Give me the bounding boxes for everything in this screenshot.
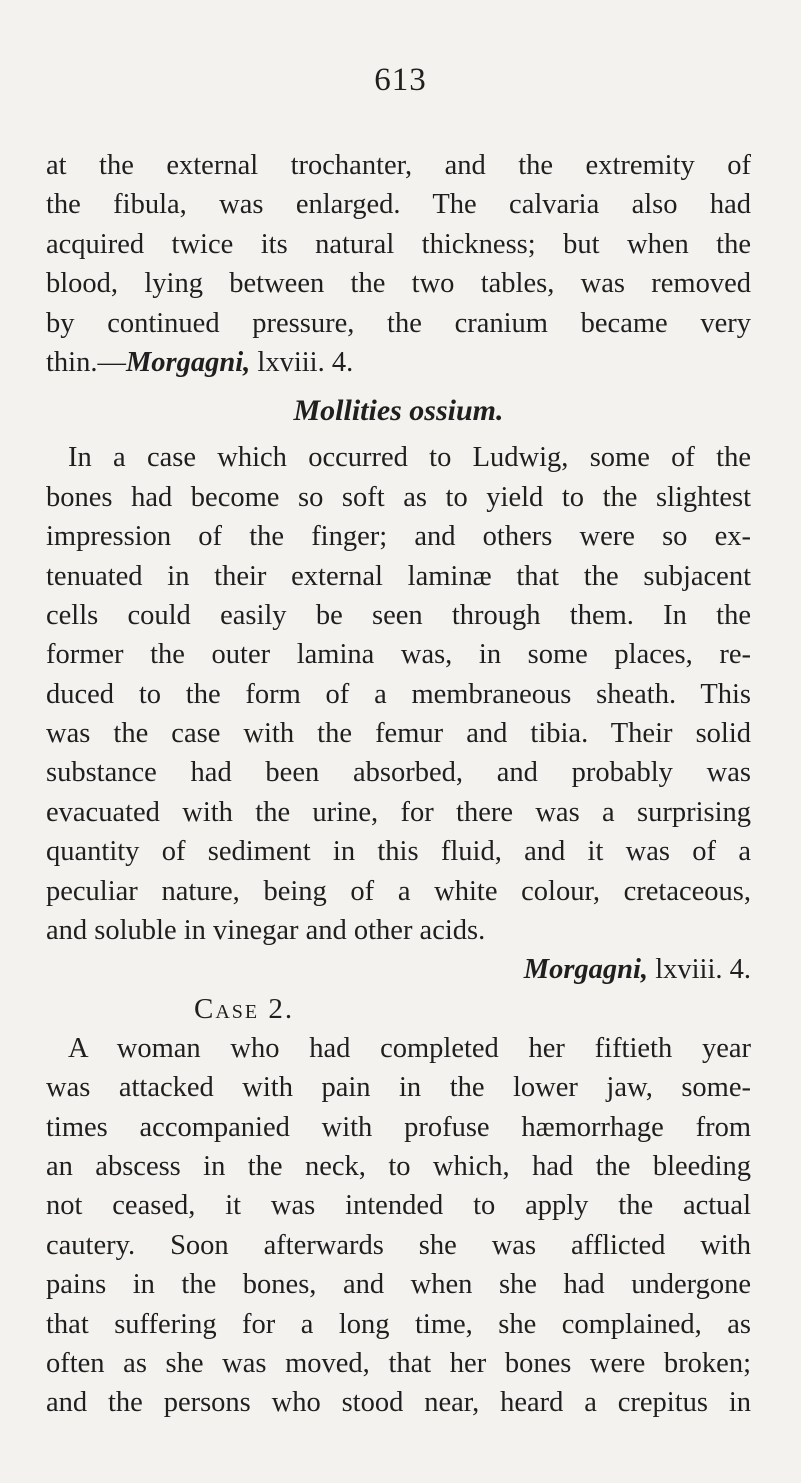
text-line: quantity of sediment in this fluid, and it was of a [46,836,751,868]
text-line: cautery. Soon afterwards she was afflicted with [46,1229,751,1261]
text-line: In a case which occurred to Ludwig, some of the [68,442,751,474]
text-line: was the case with the femur and tibia. Their solid [46,718,751,750]
text-line: substance had been absorbed, and probably was [46,757,751,789]
paragraph-2 [46,438,751,989]
text-line: duced to the form of a membraneous sheath. This [46,678,751,710]
body-text [46,146,751,1423]
text-line: evacuated with the urine, for there was a surprising [46,796,751,828]
page-number: 613 [374,62,427,98]
text-line: former the outer lamina was, in some places, re- [46,639,751,671]
text-line: pains in the bones, and when she had undergone [46,1269,751,1301]
citation-author: Morgagni, [523,954,649,986]
text-line-citation [46,343,751,382]
case-heading: Case 2. [194,992,295,1025]
text-line: by continued pressure, the cranium became very [46,307,751,339]
paragraph-1 [46,146,751,382]
citation-reference: lxviii. 4. [648,954,751,986]
citation-line [46,950,751,989]
text-line: cells could easily be seen through them. In the [46,599,751,631]
text-line: acquired twice its natural thickness; but when the [46,228,751,260]
citation-reference: lxviii. 4. [250,346,354,378]
text-line: the fibula, was enlarged. The calvaria also had [46,189,751,221]
text-fragment: thin.— [46,346,126,378]
paragraph-3 [46,1029,751,1423]
text-line: was attacked with pain in the lower jaw, some- [46,1072,751,1104]
citation-author: Morgagni, [125,346,251,378]
text-line: at the external trochanter, and the extremity of [46,150,751,181]
text-line: and soluble in vinegar and other acids. [46,915,486,947]
text-line: that suffering for a long time, she complained, as [46,1308,751,1340]
section-heading: Mollities ossium. [293,394,504,428]
text-line: and the persons who stood near, heard a crepitus in [46,1387,751,1419]
text-line: not ceased, it was intended to apply the actual [46,1190,751,1222]
text-line: tenuated in their external laminæ that the subjacent [46,560,751,592]
text-line: peculiar nature, being of a white colour, cretaceous, [46,875,751,907]
text-line: A woman who had completed her fiftieth year [68,1032,751,1064]
text-line: blood, lying between the two tables, was removed [46,268,751,300]
text-line: an abscess in the neck, to which, had the bleeding [46,1150,751,1182]
text-line: often as she was moved, that her bones were broken; [46,1347,751,1379]
text-line: bones had become so soft as to yield to the slightest [46,481,751,513]
text-line: impression of the finger; and others were so ex- [46,521,751,553]
text-line: times accompanied with profuse hæmorrhage from [46,1111,751,1143]
